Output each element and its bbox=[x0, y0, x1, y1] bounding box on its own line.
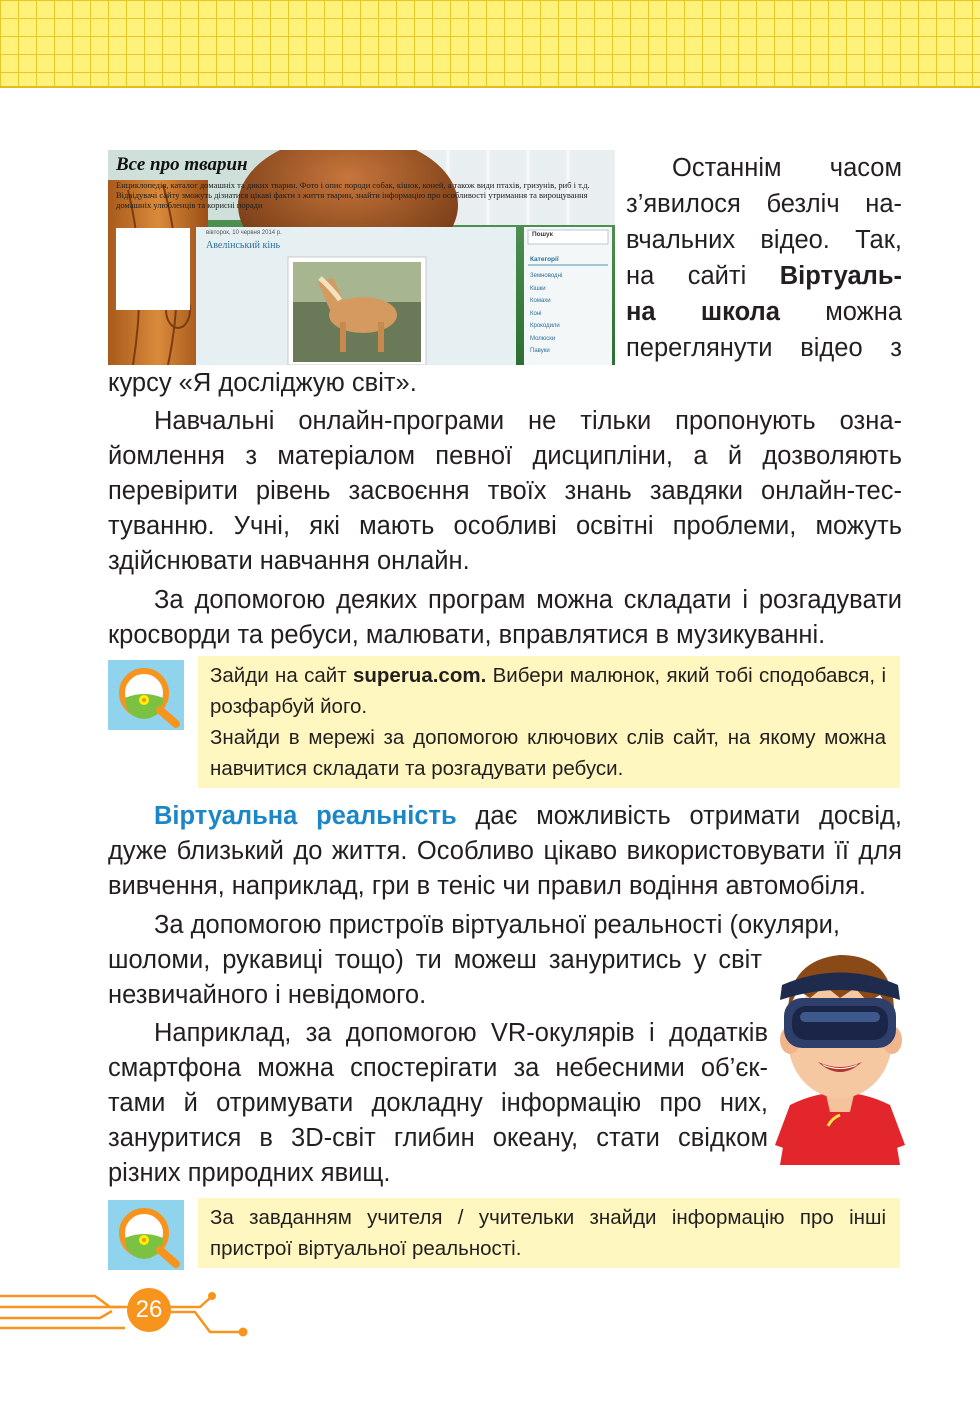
screenshot-category-item: Комахи bbox=[530, 298, 551, 304]
text-line: Останнім часом bbox=[672, 154, 902, 182]
screenshot-site-description: Енциклопедія, каталог домашніх та диких тварин. Фото і опис породи собак, кішок, коней, а також види птахів, гризунів, риб і т.д. Відвідувачі сайту зможуть дізнатися цікаві факти з життя тварин, знайти інформацію про особливості утримання та вирощування домашніх улюбленців та корисні поради bbox=[116, 180, 590, 210]
paragraph-vr-devices-line1: За допомогою пристроїв віртуальної реальності (окуляри, bbox=[154, 911, 841, 939]
screenshot-categories-label: Категорії bbox=[530, 256, 559, 263]
site-name: superua.com. bbox=[352, 664, 487, 687]
virtual-school-name: Віртуаль- bbox=[779, 262, 902, 290]
screenshot-category-item: Молюски bbox=[530, 335, 556, 342]
paragraph-vr-glasses: Наприклад, за допомогою VR-окулярів і додатків смартфона можна спостерігати за небесними об’єктами й отримувати докладну інформацію про них, зануритися в 3D-світ глибин океану, стати свідком різних природних явищ. bbox=[108, 1019, 768, 1187]
website-screenshot bbox=[108, 150, 615, 365]
task-box-coloring bbox=[198, 656, 900, 788]
screenshot-post-date: вівторок, 10 червня 2014 р. bbox=[206, 230, 282, 236]
screenshot-post-title: Авелінський кінь bbox=[206, 240, 281, 251]
text-line: на школа можна bbox=[626, 298, 902, 326]
paragraph-online-programs: Навчальні онлайн-програми не тільки пропонують ознайомлення з матеріалом певної дисципліни, а й дозволяють перевірити рівень засвоєння твоїх знань завдяки онлайн-тестуванню. Учні, які мають особливі освітні проблеми, можуть здійснювати навчання онлайн. bbox=[108, 407, 902, 575]
screenshot-search-label: Пошук bbox=[532, 231, 553, 238]
virtual-school-name-end: на школа bbox=[626, 298, 780, 326]
screenshot-category-list bbox=[530, 270, 562, 358]
term-virtual-reality: Віртуальна реальність bbox=[154, 802, 457, 830]
text-line: на сайті Віртуаль- bbox=[626, 262, 902, 290]
task-text: Знайди в мережі за допомогою ключових слів сайт, на якому можна навчитися складати та розгадувати ребуси. bbox=[210, 726, 886, 780]
task-text: За завданням учителя / учительки знайди інформацію про інші пристрої віртуальної реальності. bbox=[210, 1206, 886, 1260]
task-box-vr-devices bbox=[198, 1198, 900, 1268]
magnifier-task-icon bbox=[108, 660, 184, 730]
grid-header-band bbox=[0, 0, 980, 88]
intro-wrapped-text bbox=[626, 150, 902, 366]
paragraph-course: курсу «Я досліджую світ». bbox=[108, 369, 417, 397]
paragraph-vr-devices: шоломи, рукавиці тощо) ти можеш зануритись у світ незвичайного і невідомого. bbox=[108, 946, 762, 1009]
screenshot-category-item: Земноводні bbox=[530, 273, 563, 279]
page-number: 26 bbox=[127, 1288, 171, 1332]
vr-boy-illustration bbox=[770, 940, 910, 1165]
screenshot-site-title: Все про тварин bbox=[116, 154, 248, 175]
screenshot-category-item: Крокодили bbox=[530, 323, 560, 329]
task-text: Зайди на сайт superua.com. Вибери малюнок, який тобі сподобався, і розфарбуй його. bbox=[210, 664, 886, 718]
paragraph-crosswords: За допомогою деяких програм можна складати і розгадувати кросворди та ребуси, малювати, вправлятися в музикуванні. bbox=[108, 586, 902, 649]
screenshot-category-item: Павуки bbox=[530, 348, 550, 354]
magnifier-task-icon bbox=[108, 1200, 184, 1270]
screenshot-category-item: Кішки bbox=[530, 285, 546, 292]
screenshot-category-item: Коні bbox=[530, 310, 542, 317]
text-line: переглянути відео з bbox=[626, 334, 902, 362]
paragraph-virtual-reality: Віртуальна реальність дає можливість отримати досвід, дуже близький до життя. Особливо цікаво використовувати її для вивчення, наприклад, гри в теніс чи правил водіння автомобіля. bbox=[108, 802, 902, 900]
text-line: з’явилося безліч на- bbox=[626, 190, 902, 218]
text-line: вчальних відео. Так, bbox=[626, 226, 902, 254]
